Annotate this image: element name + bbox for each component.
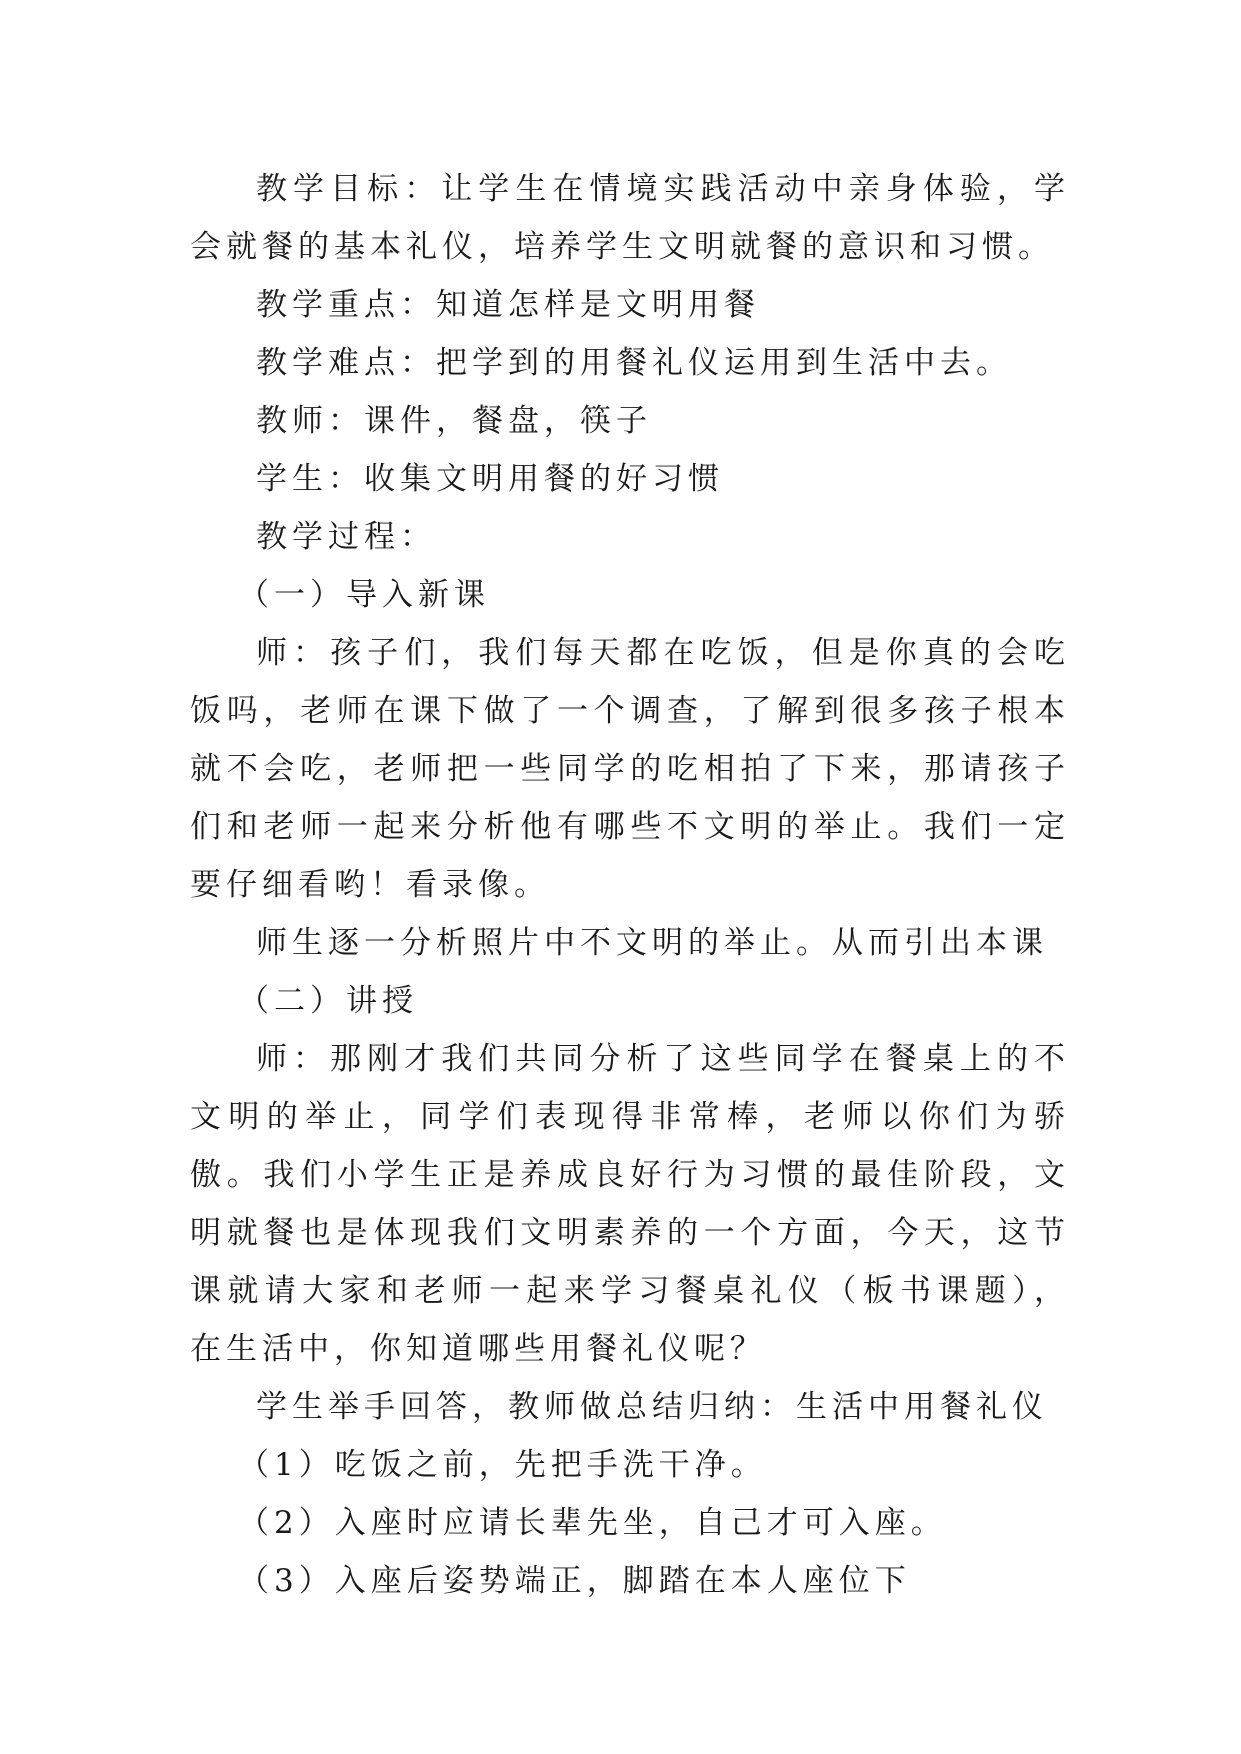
teacher-materials: 教师：课件，餐盘，筷子 xyxy=(256,403,652,439)
section-heading-intro: （一）导入新课 xyxy=(238,577,490,613)
etiquette-rule-2: （2）入座时应请长辈先坐，自己才可入座。 xyxy=(238,1505,947,1541)
intro-summary: 师生逐一分析照片中不文明的举止。从而引出本课 xyxy=(256,925,1048,961)
teaching-goal: 教学目标：让学生在情境实践活动中亲身体验，学会就餐的基本礼仪，培养学生文明就餐的意识和习惯。 xyxy=(190,171,1070,265)
section-heading-lecture: （二）讲授 xyxy=(238,983,418,1019)
etiquette-rule-1: （1）吃饭之前，先把手洗干净。 xyxy=(238,1447,767,1483)
etiquette-rule-3: （3）入座后姿势端正，脚踏在本人座位下 xyxy=(238,1563,911,1599)
teaching-process-heading: 教学过程： xyxy=(256,519,436,555)
lecture-summary: 学生举手回答，教师做总结归纳：生活中用餐礼仪 xyxy=(256,1389,1048,1425)
lecture-paragraph: 师：那刚才我们共同分析了这些同学在餐桌上的不文明的举止，同学们表现得非常棒，老师以你们为骄傲。我们小学生正是养成良好行为习惯的最佳阶段，文明就餐也是体现我们文明素养的一个方面，今天，这节课就请大家和老师一起来学习餐桌礼仪（板书课题），在生活中，你知道哪些用餐礼仪呢？ xyxy=(190,1041,1070,1367)
document-body xyxy=(190,160,1070,1610)
intro-paragraph: 师：孩子们，我们每天都在吃饭，但是你真的会吃饭吗，老师在课下做了一个调查，了解到很多孩子根本就不会吃，老师把一些同学的吃相拍了下来，那请孩子们和老师一起来分析他有哪些不文明的举止。我们一定要仔细看哟！看录像。 xyxy=(190,635,1070,903)
teaching-difficulty: 教学难点：把学到的用餐礼仪运用到生活中去。 xyxy=(256,345,1012,381)
student-materials: 学生：收集文明用餐的好习惯 xyxy=(256,461,724,497)
teaching-focus: 教学重点：知道怎样是文明用餐 xyxy=(256,287,760,323)
